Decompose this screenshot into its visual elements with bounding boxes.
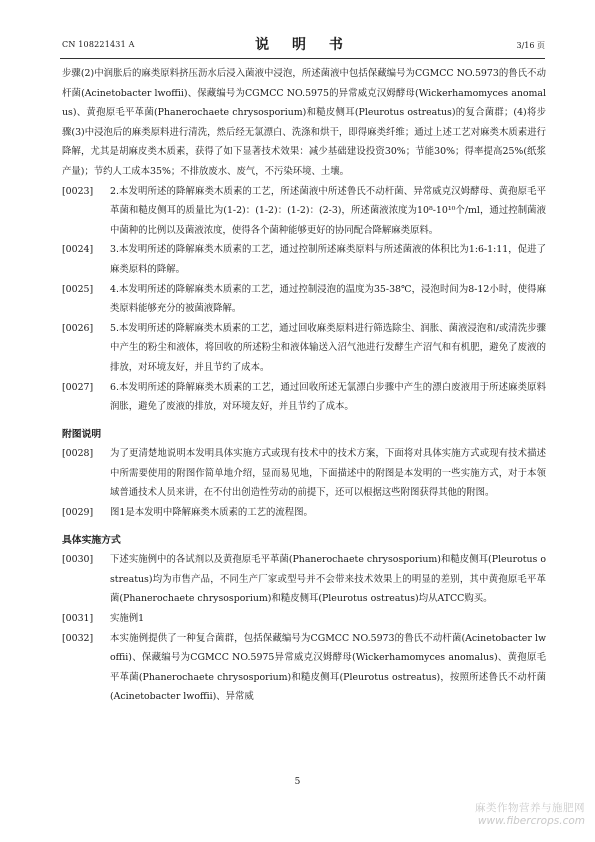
paragraph-text: 4.本发明所述的降解麻类木质素的工艺，通过控制浸泡的温度为35-38℃，浸泡时间为8-12小时，使得麻类原料能够充分的被菌液降解。 xyxy=(110,283,546,315)
paragraph-number: [0028] xyxy=(62,448,94,460)
paragraph-text: 6.本发明所述的降解麻类木质素的工艺，通过回收所述无氯漂白步骤中产生的漂白废液用于所述麻类原料润胀，避免了废液的排放，对环境友好，并且节约了成本。 xyxy=(110,381,546,413)
page-header xyxy=(62,34,545,56)
numbered-paragraph xyxy=(62,444,546,503)
paragraph-number: [0030] xyxy=(62,554,94,566)
paragraph-list-advantages xyxy=(62,182,546,417)
numbered-paragraph xyxy=(62,378,546,417)
numbered-paragraph xyxy=(62,240,546,279)
paragraph-text: 2.本发明所述的降解麻类木质素的工艺，所述菌液中所述鲁氏不动杆菌、异常威克汉姆酵母、黄孢原毛平革菌和糙皮侧耳的质量比为(1-2)：(1-2)：(1-2)：(2-3)，所述菌液浓度为10⁸-10¹⁰个/ml，通过控制菌液中菌种的比例以及菌液浓度，使得各个菌种能够更好的协同配合降解麻类原料。 xyxy=(110,185,546,236)
paragraph-list-drawings xyxy=(62,444,546,522)
paragraph-number: [0029] xyxy=(62,507,94,519)
numbered-paragraph xyxy=(62,609,546,629)
watermark-site-name: 麻类作物营养与施肥网 xyxy=(475,802,585,814)
numbered-paragraph xyxy=(62,550,546,609)
numbered-paragraph xyxy=(62,503,546,523)
paragraph-number: [0032] xyxy=(62,632,94,644)
page-number: 5 xyxy=(294,777,301,787)
document-title: 说 明 书 xyxy=(255,37,352,53)
paragraph-number: [0025] xyxy=(62,283,94,295)
paragraph-number: [0024] xyxy=(62,244,94,256)
paragraph-text: 本实施例提供了一种复合菌群，包括保藏编号为CGMCC NO.5973的鲁氏不动杆菌(Acinetobacter lwoffii)、保藏编号为CGMCC NO.5975异常威克汉姆酵母(Wickerhamomyces anomalus)、黄孢原毛平革菌(Phanerochaete chrysosporium)和糙皮侧耳(Pleurotus ostreatus)，按照所述鲁氏不动杆菌(Acinetobacter lwoffii)、异常威 xyxy=(110,632,546,703)
paragraph-list-embodiments xyxy=(62,550,546,707)
numbered-paragraph xyxy=(62,280,546,319)
watermark-url: www.fibercrops.com xyxy=(477,815,585,827)
document-number: CN 108221431 A xyxy=(62,40,135,49)
page-count: 3/16 页 xyxy=(516,41,545,50)
paragraph-number: [0031] xyxy=(62,613,94,625)
section-heading-drawings: 附图说明 xyxy=(62,428,102,440)
numbered-paragraph xyxy=(62,629,546,707)
numbered-paragraph xyxy=(62,319,546,378)
document-body xyxy=(62,64,546,707)
section-heading-embodiments: 具体实施方式 xyxy=(62,534,121,546)
watermark xyxy=(475,802,585,828)
paragraph-text: 实施例1 xyxy=(110,613,145,625)
paragraph-text: 3.本发明所述的降解麻类木质素的工艺，通过控制所述麻类原料与所述菌液的体积比为1:6-1:11，促进了麻类原料的降解。 xyxy=(110,244,546,275)
paragraph-text: 为了更清楚地说明本发明具体实施方式或现有技术中的技术方案，下面将对具体实施方式或现有技术描述中所需要使用的附图作简单地介绍，显而易见地，下面描述中的附图是本发明的一些实施方式，对于本领域普通技术人员来讲，在不付出创造性劳动的前提下，还可以根据这些附图获得其他的附图。 xyxy=(110,448,546,499)
paragraph-number: [0023] xyxy=(62,185,94,197)
paragraph-number: [0027] xyxy=(62,381,94,393)
paragraph-text: 图1是本发明中降解麻类木质素的工艺的流程图。 xyxy=(110,507,313,519)
header-divider xyxy=(60,58,545,59)
paragraph-number: [0026] xyxy=(62,322,94,334)
paragraph-text: 下述实施例中的各试剂以及黄孢原毛平革菌(Phanerochaete chrysosporium)和糙皮侧耳(Pleurotus ostreatus)均为市售产品，不同生产厂家或型号并不会带来技术效果上的明显的差别，其中黄孢原毛平革菌(Phanerochaete chrysosporium)和糙皮侧耳(Pleurotus ostreatus)均从ATCC购买。 xyxy=(110,554,546,605)
paragraph-text: 5.本发明所述的降解麻类木质素的工艺，通过回收麻类原料进行筛选除尘、润胀、菌液浸泡和/或清洗步骤中产生的粉尘和液体，将回收的所述粉尘和液体输送入沼气池进行发酵生产沼气和有机肥，避免了废液的排放，对环境友好，并且节约了成本。 xyxy=(110,322,546,373)
numbered-paragraph xyxy=(62,182,546,241)
intro-paragraph: 步骤(2)中润胀后的麻类原料挤压沥水后浸入菌液中浸泡，所述菌液中包括保藏编号为CGMCC NO.5973的鲁氏不动杆菌(Acinetobacter lwoffii)、保藏编号为CGMCC NO.5975的异常威克汉姆酵母(Wickerhamomyces anomalus)、黄孢原毛平革菌(Phanerochaete chrysosporium)和糙皮侧耳(Pleurotus ostreatus)的复合菌群；(4)将步骤(3)中浸泡后的麻类原料进行清洗，然后经无氯漂白、洗涤和烘干，即得麻类纤维；通过上述工艺对麻类木质素进行降解，尤其是胡麻皮类木质素，获得了如下显著技术效果：减少基础建设投资30%；节能30%；得率提高25%(纸浆产量)；节约人工成本35%；不排放废水、废气，不污染环境、土壤。 xyxy=(62,68,546,177)
